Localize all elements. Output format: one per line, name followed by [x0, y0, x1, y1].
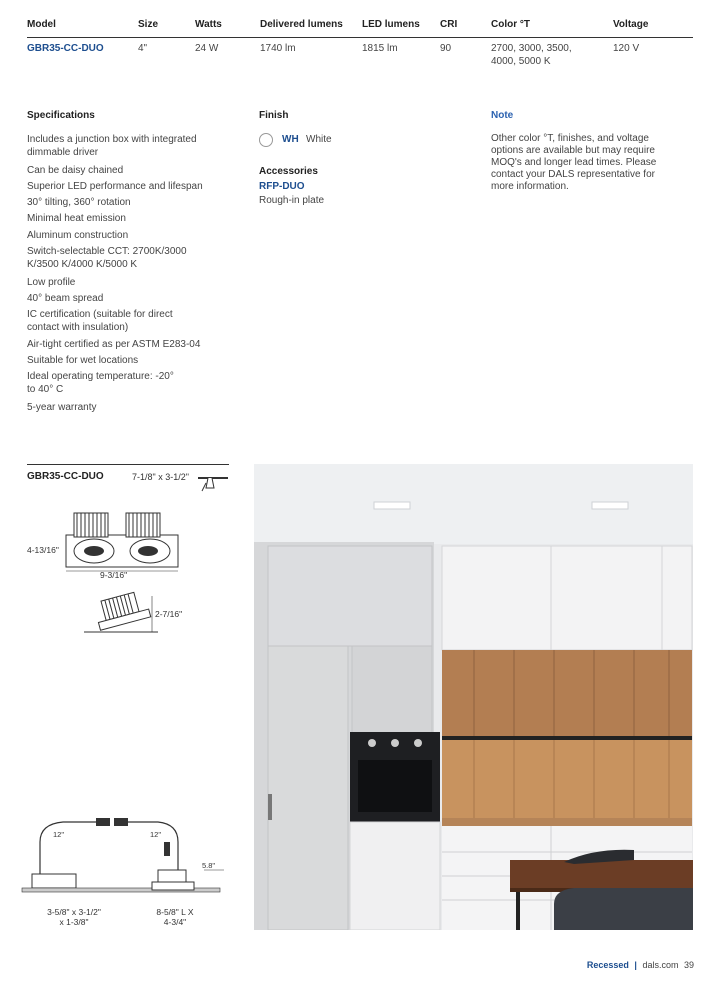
- dim-driver: [145, 907, 205, 927]
- spec-item: Minimal heat emission: [27, 213, 126, 224]
- ceiling-cutout-icon: [196, 473, 230, 495]
- spec-item: Includes a junction box with integrated dimmable driver: [27, 134, 197, 158]
- header-cri: CRI: [440, 19, 458, 30]
- spec-item: Air-tight certified as per ASTM E283-04: [27, 339, 201, 350]
- dim-height: 4-13/16": [27, 545, 59, 555]
- header-size: Size: [138, 19, 159, 30]
- accessory-code: RFP-DUO: [259, 181, 305, 192]
- drawing-model: GBR35-CC-DUO: [27, 471, 104, 482]
- spec-item: Low profile: [27, 277, 76, 288]
- spec-item: Aluminum construction: [27, 230, 129, 241]
- cell-color-temp-line1: 2700, 3000, 3500,: [491, 43, 572, 54]
- spec-item: 40° beam spread: [27, 293, 104, 304]
- cell-size: 4": [138, 43, 148, 54]
- dim-width: 9-3/16": [100, 570, 128, 580]
- spec-item: Suitable for wet locations: [27, 355, 139, 366]
- finish-code: WH: [282, 134, 299, 145]
- footer-page: 39: [683, 960, 694, 970]
- cell-led-lumens: 1815 lm: [362, 43, 398, 54]
- dim-box: [29, 907, 119, 927]
- dim-driver-line1: 8-5/8" L X: [156, 907, 194, 917]
- page-footer: [587, 960, 694, 970]
- dim-tilt-depth: 2-7/16": [155, 609, 183, 619]
- spec-item: IC certification (suitable for direct contact with insulation): [27, 309, 173, 333]
- wiring-diagram: [18, 812, 228, 912]
- header-voltage: Voltage: [613, 19, 649, 30]
- spec-item: Can be daisy chained: [27, 165, 124, 176]
- cell-color-temp: [491, 42, 572, 68]
- dim-driver-line2: 4-3/4": [163, 917, 187, 927]
- spec-item: 5-year warranty: [27, 402, 97, 413]
- dim-box-line2: x 1-3/8": [59, 917, 89, 927]
- dim-box-line1: 3-5/8" x 3-1/2": [47, 907, 101, 917]
- spec-item: Superior LED performance and lifespan: [27, 181, 203, 192]
- spec-item: 30° tilting, 360° rotation: [27, 197, 131, 208]
- fixture-tilt-view: [82, 590, 162, 638]
- cell-watts: 24 W: [195, 43, 219, 54]
- dim-cable-right: 12": [150, 830, 162, 839]
- drawing-cutout: 7-1/8" x 3-1/2": [132, 472, 189, 482]
- finish-name: White: [306, 134, 332, 145]
- cell-color-temp-line2: 4000, 5000 K: [491, 56, 551, 67]
- cell-cri: 90: [440, 43, 452, 54]
- kitchen-photo: [254, 464, 693, 930]
- note-text: Other color °T, finishes, and voltage options are available but may require MOQ's and longer lead times. Please contact your DALS representative for more information.: [491, 133, 657, 192]
- table-header-rule: [27, 37, 693, 38]
- drawing-rule: [27, 464, 229, 465]
- footer-site: dals.com: [642, 960, 679, 970]
- cell-model: GBR35-CC-DUO: [27, 43, 104, 54]
- header-led-lumens: LED lumens: [362, 19, 420, 30]
- header-model: Model: [27, 19, 56, 30]
- spec-item: Ideal operating temperature: -20° to 40° C: [27, 371, 174, 395]
- dim-cable-left: 12": [53, 830, 65, 839]
- specifications-heading: Specifications: [27, 110, 95, 121]
- accessories-heading: Accessories: [259, 166, 318, 177]
- dim-offset: 5.8": [202, 861, 216, 870]
- fixture-front-view: [62, 505, 188, 575]
- header-watts: Watts: [195, 19, 222, 30]
- footer-separator: |: [634, 960, 637, 970]
- accessory-name: Rough-in plate: [259, 195, 325, 206]
- note-heading: Note: [491, 110, 514, 121]
- footer-section: Recessed: [586, 960, 629, 970]
- header-delivered-lumens: Delivered lumens: [260, 19, 343, 30]
- finish-heading: Finish: [259, 110, 289, 121]
- header-color-temp: Color °T: [491, 19, 530, 30]
- cell-voltage: 120 V: [613, 43, 640, 54]
- finish-swatch: [259, 133, 273, 147]
- cell-delivered-lumens: 1740 lm: [260, 43, 296, 54]
- spec-item: Switch-selectable CCT: 2700K/3000 K/3500 K/4000 K/5000 K: [27, 246, 187, 270]
